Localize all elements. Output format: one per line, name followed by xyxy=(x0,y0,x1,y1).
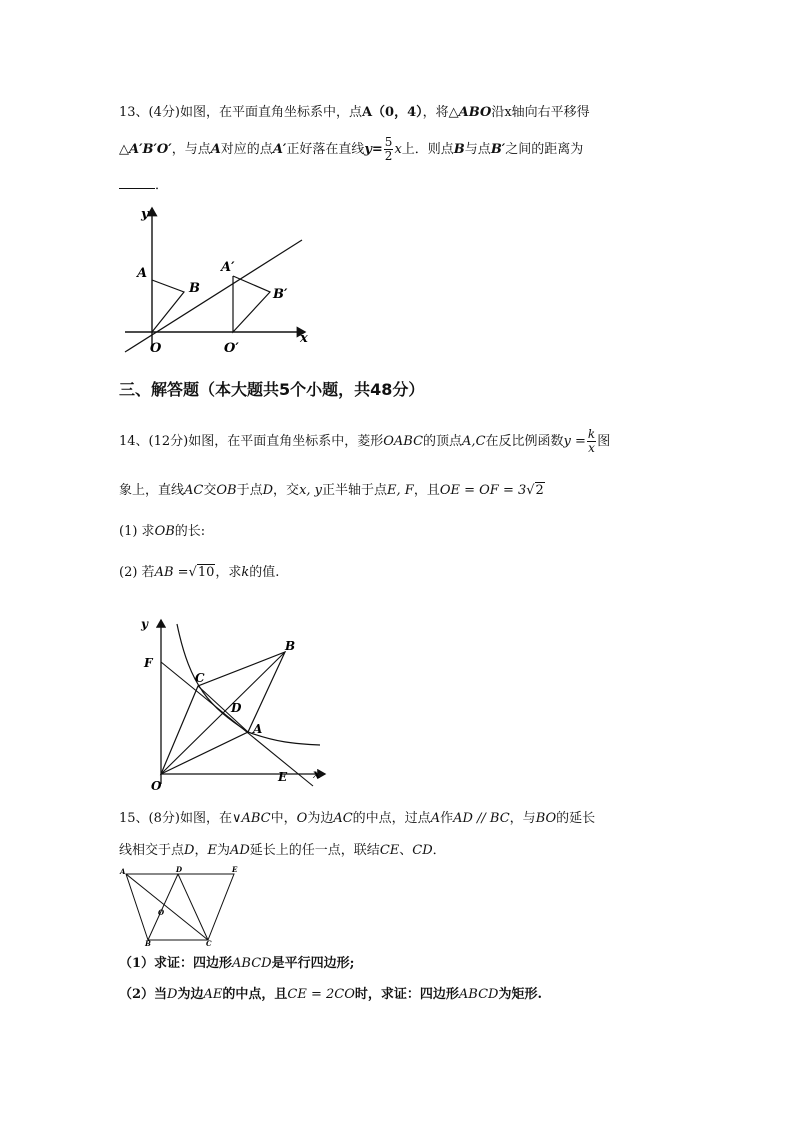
q14-label-F: F xyxy=(144,656,153,670)
q15-parallelogram-ABCE xyxy=(126,874,234,940)
q15-segment-DC xyxy=(178,874,208,940)
section-title: 三、解答题（本大题共5个小题，共48分） xyxy=(119,380,425,399)
q15-figure xyxy=(118,866,248,946)
q13-figure xyxy=(120,200,320,360)
q14-label-y: y xyxy=(141,617,148,631)
q15-label-A: A xyxy=(120,867,126,876)
q15-sub2: （2）当D为边AE的中点，且CE = 2CO时，求证：四边形ABCD为矩形. xyxy=(119,987,542,1002)
q15-label-D: D xyxy=(176,865,183,874)
q15-segment-AC xyxy=(126,874,208,940)
q13-label-O: O xyxy=(150,341,162,356)
q13-label-B2: B′ xyxy=(273,287,288,302)
q14-diagonal-OB xyxy=(161,652,285,774)
q13-label-B: B xyxy=(189,281,200,296)
q14-line-EF xyxy=(161,662,313,786)
q14-line1: 14、(12分)如图，在平面直角坐标系中，菱形OABC的顶点A,C在反比例函数y = $\frac{k}{x}$ 图 xyxy=(119,427,611,455)
q13-label-y: y xyxy=(141,207,149,222)
q14-figure xyxy=(135,612,335,797)
q13-line1: 13、(4分)如图，在平面直角坐标系中，点A（0，4），将△ABO沿x轴向右平移得 xyxy=(119,105,590,120)
q15-line2: 线相交于点D，E为AD延长上的任一点，联结CE、CD． xyxy=(119,843,446,858)
q15-segment-BD xyxy=(148,874,178,940)
q13-line2: △A′B′O′，与点A对应的点A′正好落在直线y= $\frac{5}{2}$ x上．则点B与点B′之间的距离为 xyxy=(119,135,584,163)
q15-label-E: E xyxy=(232,865,238,874)
answer-blank xyxy=(119,176,155,189)
fraction-5-2: $\frac{5}{2}$ xyxy=(384,135,393,163)
q13-label-x: x xyxy=(300,331,308,346)
q14-line2: 象上，直线AC交OB于点D，交x, y正半轴于点E, F，且OE = OF = 3√2 xyxy=(119,483,544,498)
fraction-k-x: $\frac{k}{x}$ xyxy=(587,427,596,455)
sqrt-sign: √ xyxy=(188,565,197,580)
q15-label-C: C xyxy=(206,939,212,948)
q14-label-x: x xyxy=(313,767,321,781)
q14-label-D: D xyxy=(231,701,242,715)
q14-label-O: O xyxy=(151,779,162,793)
q14-sub2: (2) 若AB =√10，求k的值. xyxy=(119,565,280,580)
q13-label-A2: A′ xyxy=(221,260,235,275)
q15-label-B: B xyxy=(145,939,151,948)
q15-line1: 15、(8分)如图，在∨ABC中，O为边AC的中点，过点A作AD // BC，与BO的延长 xyxy=(119,811,596,826)
q14-label-E: E xyxy=(278,770,288,784)
q13-label-A: A xyxy=(137,266,148,281)
q14-sub1: (1) 求OB的长: xyxy=(119,524,206,539)
q13-answer-blank: ． xyxy=(119,176,168,195)
q15-sub1: （1）求证：四边形ABCD是平行四边形; xyxy=(119,956,355,971)
q14-label-B: B xyxy=(285,639,296,653)
q14-label-A: A xyxy=(253,722,263,736)
q13-label-O2: O′ xyxy=(224,341,239,356)
sqrt-sign: √ xyxy=(526,483,535,498)
q13-triangle-A2B2O2 xyxy=(233,276,270,332)
q14-label-C: C xyxy=(195,671,205,685)
q15-label-O: O xyxy=(158,908,165,917)
